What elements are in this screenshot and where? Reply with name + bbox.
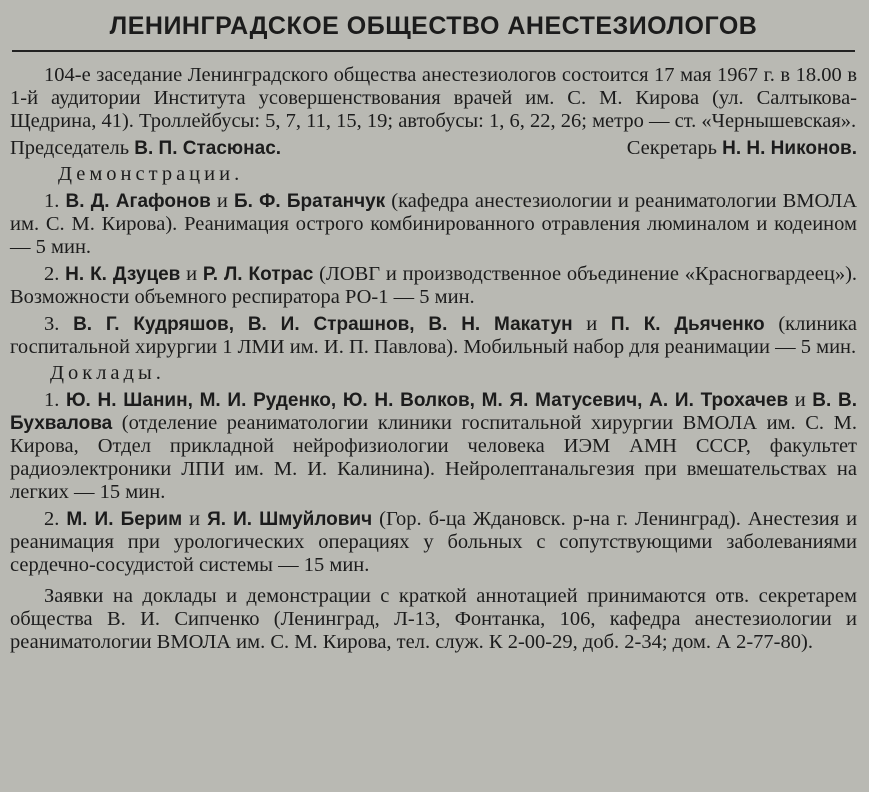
item-number: 1. [44,389,60,411]
officers-line [10,137,857,160]
secretary-label: Секретарь [626,137,717,159]
item-conjunction: и [189,508,201,530]
item-conjunction: и [794,389,806,411]
item-authors: Р. Л. Котрас [202,264,314,285]
item-conjunction: и [586,313,598,335]
item-authors: М. И. Берим [66,509,183,530]
item-duration: — 5 мин. [393,286,475,308]
page-title: ЛЕНИНГРАДСКОЕ ОБЩЕСТВО АНЕСТЕЗИОЛОГОВ [109,12,758,40]
list-item [10,190,857,259]
item-duration: — 5 мин. [10,236,92,258]
item-authors: В. В. Бухвалова [10,390,858,434]
demos-list [10,190,857,359]
item-text: (отделение реаниматологии клиники госпитальной хирургии ВМОЛА им. С. М. Кирова, Отдел прикладной нейрофизиологии человека ИЭМ АМН СССР, факультет радиоэлектроники ЛПИ им. М. И. Калинина). Нейролептанальгезия при вмешательствах на легких [10,412,857,503]
item-conjunction: и [186,263,198,285]
item-number: 2. [44,263,60,285]
item-authors: В. Д. Агафонов [65,191,211,212]
item-authors: Я. И. Шмуйлович [207,509,373,530]
item-text: (ЛОВГ и производственное объединение «Красногвардеец»). Возможности объемного респиратора РО-1 [10,263,858,308]
item-text: (кафедра анестезиологии и реаниматологии ВМОЛА им. С. М. Кирова). Реанимация острого комбинированного отравления люминалом и кодеином [10,190,858,235]
list-item [10,313,857,359]
list-item [10,389,857,504]
item-authors: Ю. Н. Шанин, М. И. Руденко, Ю. Н. Волков, М. Я. Матусевич, А. И. Трохачев [65,390,789,411]
list-item [10,508,857,577]
item-number: 2. [44,508,60,530]
item-authors: П. К. Дьяченко [610,314,765,335]
item-number: 3. [44,313,60,335]
reports-list [10,389,857,577]
list-item [10,263,857,309]
item-text: (клиника госпитальной хирургии 1 ЛМИ им. И. П. Павлова). Мобильный набор для реанимации [10,313,858,358]
reports-heading: Доклады. [50,362,165,384]
chair [10,137,281,160]
item-authors: Н. К. Дзуцев [65,264,181,285]
item-authors: В. Г. Кудряшов, В. И. Страшнов, В. Н. Макатун [73,314,573,335]
item-authors: Б. Ф. Братанчук [233,191,386,212]
title-rule [12,50,855,52]
meeting-announcement: 104-е заседание Ленинградского общества анестезиологов состоится 17 мая 1967 г. в 18.00 в 1-й аудитории Института усовершенствования врачей им. С. М. Кирова (ул. Салтыкова-Щедрина, 41). Троллейбусы: 5, 7, 11, 15, 19; автобусы: 1, 6, 22, 26; метро — ст. «Чернышевская». [10,64,857,132]
item-text: (Гор. б-ца Ждановск. р-на г. Ленинград). Анестезия и реанимация при урологических операциях у больных с сопутствующими заболеваниями сердечно-сосудистой системы [10,508,858,576]
secretary [627,137,857,160]
item-number: 1. [44,190,60,212]
chair-label: Председатель [10,137,130,159]
item-duration: — 5 мин. [775,336,857,358]
item-duration: — 15 мин. [74,481,166,503]
chair-name: В. П. Стасюнас. [134,138,282,159]
secretary-name: Н. Н. Никонов. [722,138,857,159]
submission-notice: Заявки на доклады и демонстрации с краткой аннотацией принимаются отв. секретарем общества В. И. Сипченко (Ленинград, Л-13, Фонтанка, 106, кафедра анестезиологии и реаниматологии ВМОЛА им. С. М. Кирова, тел. служ. К 2-00-29, доб. 2-34; дом. А 2-77-80). [10,585,857,653]
item-conjunction: и [216,190,228,212]
item-duration: — 15 мин. [278,554,370,576]
demos-heading: Демонстрации. [58,163,244,185]
